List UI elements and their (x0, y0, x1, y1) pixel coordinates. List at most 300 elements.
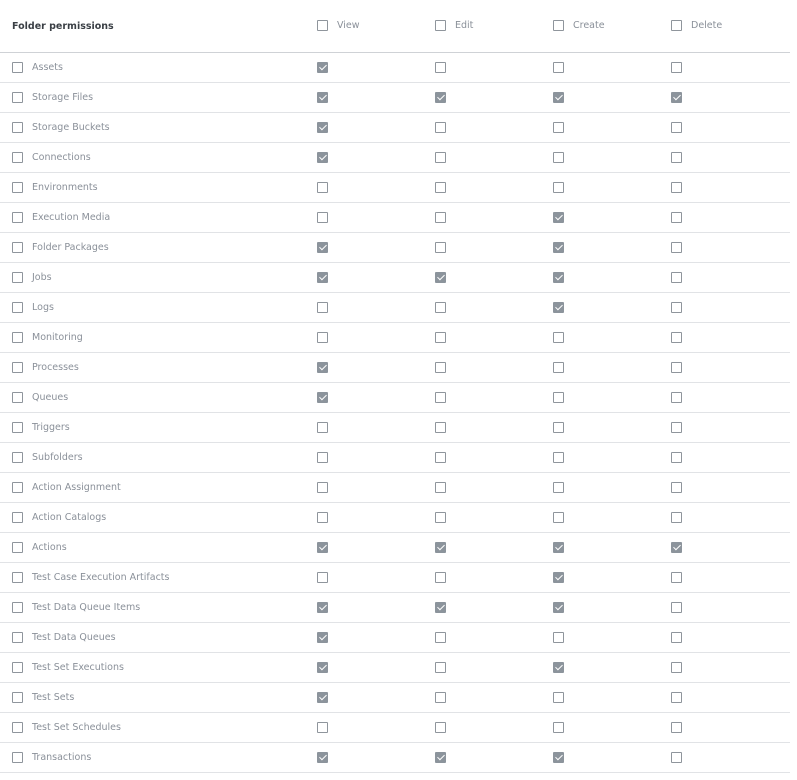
delete-permission-checkbox[interactable] (671, 572, 682, 583)
row-select-checkbox[interactable] (12, 692, 23, 703)
row-select-checkbox[interactable] (12, 572, 23, 583)
table-row (0, 263, 790, 293)
row-select-checkbox[interactable] (12, 722, 23, 733)
row-select-checkbox[interactable] (12, 272, 23, 283)
table-row (0, 233, 790, 263)
delete-cell (671, 413, 682, 442)
edit-cell (435, 293, 446, 322)
view-permission-checkbox[interactable] (317, 542, 328, 553)
view-permission-checkbox[interactable] (317, 602, 328, 613)
view-permission-checkbox[interactable] (317, 122, 328, 133)
edit-permission-checkbox[interactable] (435, 602, 446, 613)
view-permission-checkbox[interactable] (317, 662, 328, 673)
create-cell (553, 113, 564, 142)
delete-cell (671, 323, 682, 352)
edit-permission-checkbox[interactable] (435, 62, 446, 73)
select-all-view-checkbox[interactable] (317, 20, 328, 31)
view-cell (317, 83, 328, 112)
row-name-cell[interactable] (12, 143, 91, 172)
view-permission-checkbox[interactable] (317, 272, 328, 283)
view-permission-checkbox[interactable] (317, 62, 328, 73)
delete-cell (671, 743, 682, 772)
table-row (0, 293, 790, 323)
row-name-cell[interactable] (12, 533, 67, 562)
delete-cell (671, 683, 682, 712)
delete-permission-checkbox[interactable] (671, 602, 682, 613)
create-cell (553, 623, 564, 652)
edit-cell (435, 743, 446, 772)
view-cell (317, 293, 328, 322)
header-delete[interactable] (671, 0, 722, 52)
view-cell (317, 593, 328, 622)
table-row (0, 533, 790, 563)
row-name-cell[interactable] (12, 683, 74, 712)
edit-permission-checkbox[interactable] (435, 332, 446, 343)
create-cell (553, 323, 564, 352)
row-name-cell[interactable] (12, 473, 121, 502)
delete-permission-checkbox[interactable] (671, 452, 682, 463)
delete-permission-checkbox[interactable] (671, 722, 682, 733)
create-permission-checkbox[interactable] (553, 62, 564, 73)
delete-permission-checkbox[interactable] (671, 92, 682, 103)
table-row (0, 203, 790, 233)
row-name-cell[interactable] (12, 203, 110, 232)
create-permission-checkbox[interactable] (553, 362, 564, 373)
table-row (0, 473, 790, 503)
view-permission-checkbox[interactable] (317, 482, 328, 493)
create-cell (553, 263, 564, 292)
delete-permission-checkbox[interactable] (671, 482, 682, 493)
edit-permission-checkbox[interactable] (435, 152, 446, 163)
permission-name: Test Data Queues (32, 632, 116, 643)
delete-cell (671, 443, 682, 472)
table-row (0, 113, 790, 143)
edit-permission-checkbox[interactable] (435, 662, 446, 673)
permission-name: Storage Files (32, 92, 94, 103)
create-cell (553, 443, 564, 472)
edit-permission-checkbox[interactable] (435, 212, 446, 223)
edit-permission-checkbox[interactable] (435, 692, 446, 703)
table-row (0, 323, 790, 353)
row-name-cell[interactable] (12, 233, 109, 262)
row-select-checkbox[interactable] (12, 212, 23, 223)
delete-permission-checkbox[interactable] (671, 302, 682, 313)
permission-name: Triggers (32, 422, 70, 433)
create-permission-checkbox[interactable] (553, 182, 564, 193)
delete-cell (671, 473, 682, 502)
create-permission-checkbox[interactable] (553, 452, 564, 463)
edit-permission-checkbox[interactable] (435, 122, 446, 133)
delete-permission-checkbox[interactable] (671, 692, 682, 703)
view-permission-checkbox[interactable] (317, 722, 328, 733)
delete-cell (671, 143, 682, 172)
select-all-edit-checkbox[interactable] (435, 20, 446, 31)
table-row (0, 593, 790, 623)
view-cell (317, 203, 328, 232)
row-name-cell[interactable] (12, 53, 63, 82)
view-permission-checkbox[interactable] (317, 692, 328, 703)
table-title: Folder permissions (12, 20, 114, 32)
edit-permission-checkbox[interactable] (435, 482, 446, 493)
column-header-delete: Delete (691, 20, 723, 31)
edit-permission-checkbox[interactable] (435, 362, 446, 373)
create-permission-checkbox[interactable] (553, 212, 564, 223)
delete-cell (671, 233, 682, 262)
permission-name: Action Assignment (32, 482, 121, 493)
create-permission-checkbox[interactable] (553, 242, 564, 253)
delete-permission-checkbox[interactable] (671, 752, 682, 763)
permission-name: Monitoring (32, 332, 83, 343)
delete-cell (671, 503, 682, 532)
row-name-cell[interactable] (12, 293, 54, 322)
row-select-checkbox[interactable] (12, 632, 23, 643)
row-select-checkbox[interactable] (12, 182, 23, 193)
view-cell (317, 533, 328, 562)
delete-permission-checkbox[interactable] (671, 272, 682, 283)
delete-cell (671, 533, 682, 562)
view-cell (317, 353, 328, 382)
delete-cell (671, 83, 682, 112)
edit-cell (435, 233, 446, 262)
edit-cell (435, 383, 446, 412)
create-cell (553, 53, 564, 82)
view-permission-checkbox[interactable] (317, 362, 328, 373)
view-cell (317, 443, 328, 472)
row-select-checkbox[interactable] (12, 122, 23, 133)
table-header (0, 0, 790, 53)
delete-permission-checkbox[interactable] (671, 512, 682, 523)
table-row (0, 623, 790, 653)
edit-permission-checkbox[interactable] (435, 182, 446, 193)
permission-name: Processes (32, 362, 79, 373)
create-cell (553, 683, 564, 712)
create-permission-checkbox[interactable] (553, 722, 564, 733)
create-permission-checkbox[interactable] (553, 482, 564, 493)
edit-permission-checkbox[interactable] (435, 272, 446, 283)
create-cell (553, 503, 564, 532)
create-cell (553, 383, 564, 412)
delete-permission-checkbox[interactable] (671, 662, 682, 673)
row-select-checkbox[interactable] (12, 512, 23, 523)
create-permission-checkbox[interactable] (553, 512, 564, 523)
create-permission-checkbox[interactable] (553, 122, 564, 133)
view-cell (317, 503, 328, 532)
edit-cell (435, 203, 446, 232)
permission-name: Folder Packages (32, 242, 109, 253)
delete-permission-checkbox[interactable] (671, 242, 682, 253)
header-view[interactable] (317, 0, 360, 52)
edit-cell (435, 83, 446, 112)
row-select-checkbox[interactable] (12, 752, 23, 763)
table-row (0, 383, 790, 413)
permission-name: Test Data Queue Items (32, 602, 141, 613)
permission-name: Test Set Executions (32, 662, 124, 673)
delete-cell (671, 113, 682, 142)
permission-name: Execution Media (32, 212, 111, 223)
edit-permission-checkbox[interactable] (435, 722, 446, 733)
edit-permission-checkbox[interactable] (435, 542, 446, 553)
edit-cell (435, 533, 446, 562)
create-permission-checkbox[interactable] (553, 662, 564, 673)
permission-name: Actions (32, 542, 67, 553)
view-cell (317, 323, 328, 352)
edit-cell (435, 653, 446, 682)
create-cell (553, 563, 564, 592)
row-name-cell[interactable] (12, 503, 106, 532)
create-cell (553, 653, 564, 682)
delete-permission-checkbox[interactable] (671, 182, 682, 193)
column-header-edit: Edit (455, 20, 474, 31)
row-name-cell[interactable] (12, 713, 121, 742)
permission-name: Test Sets (32, 692, 75, 703)
view-cell (317, 713, 328, 742)
row-name-cell[interactable] (12, 443, 83, 472)
create-cell (553, 593, 564, 622)
view-permission-checkbox[interactable] (317, 242, 328, 253)
table-row (0, 53, 790, 83)
view-cell (317, 563, 328, 592)
delete-cell (671, 383, 682, 412)
delete-cell (671, 353, 682, 382)
delete-permission-checkbox[interactable] (671, 62, 682, 73)
row-name-cell[interactable] (12, 323, 83, 352)
edit-permission-checkbox[interactable] (435, 242, 446, 253)
create-cell (553, 743, 564, 772)
row-select-checkbox[interactable] (12, 152, 23, 163)
create-cell (553, 413, 564, 442)
view-permission-checkbox[interactable] (317, 302, 328, 313)
row-name-cell[interactable] (12, 593, 140, 622)
delete-cell (671, 263, 682, 292)
create-permission-checkbox[interactable] (553, 392, 564, 403)
edit-cell (435, 323, 446, 352)
row-select-checkbox[interactable] (12, 602, 23, 613)
table-row (0, 503, 790, 533)
view-permission-checkbox[interactable] (317, 572, 328, 583)
delete-cell (671, 563, 682, 592)
edit-cell (435, 143, 446, 172)
row-select-checkbox[interactable] (12, 332, 23, 343)
view-cell (317, 623, 328, 652)
create-cell (553, 83, 564, 112)
edit-cell (435, 263, 446, 292)
view-cell (317, 113, 328, 142)
table-row (0, 173, 790, 203)
edit-cell (435, 113, 446, 142)
select-all-create-checkbox[interactable] (553, 20, 564, 31)
edit-cell (435, 473, 446, 502)
delete-permission-checkbox[interactable] (671, 362, 682, 373)
edit-permission-checkbox[interactable] (435, 512, 446, 523)
delete-permission-checkbox[interactable] (671, 392, 682, 403)
create-permission-checkbox[interactable] (553, 272, 564, 283)
edit-permission-checkbox[interactable] (435, 422, 446, 433)
permission-name: Storage Buckets (32, 122, 110, 133)
column-header-view: View (337, 20, 360, 31)
permission-name: Action Catalogs (32, 512, 107, 523)
row-select-checkbox[interactable] (12, 302, 23, 313)
view-permission-checkbox[interactable] (317, 632, 328, 643)
delete-permission-checkbox[interactable] (671, 632, 682, 643)
create-permission-checkbox[interactable] (553, 602, 564, 613)
edit-permission-checkbox[interactable] (435, 752, 446, 763)
table-row (0, 683, 790, 713)
row-name-cell[interactable] (12, 353, 79, 382)
table-row (0, 713, 790, 743)
create-cell (553, 293, 564, 322)
row-select-checkbox[interactable] (12, 452, 23, 463)
permission-name: Subfolders (32, 452, 83, 463)
table-row (0, 563, 790, 593)
view-permission-checkbox[interactable] (317, 422, 328, 433)
delete-permission-checkbox[interactable] (671, 122, 682, 133)
edit-cell (435, 683, 446, 712)
delete-cell (671, 653, 682, 682)
permission-name: Test Set Schedules (32, 722, 121, 733)
view-permission-checkbox[interactable] (317, 92, 328, 103)
edit-cell (435, 623, 446, 652)
edit-cell (435, 413, 446, 442)
edit-permission-checkbox[interactable] (435, 632, 446, 643)
row-name-cell[interactable] (12, 83, 93, 112)
create-permission-checkbox[interactable] (553, 692, 564, 703)
header-create[interactable] (553, 0, 605, 52)
create-permission-checkbox[interactable] (553, 632, 564, 643)
delete-cell (671, 713, 682, 742)
view-cell (317, 263, 328, 292)
view-cell (317, 53, 328, 82)
create-permission-checkbox[interactable] (553, 332, 564, 343)
edit-cell (435, 53, 446, 82)
row-select-checkbox[interactable] (12, 392, 23, 403)
row-select-checkbox[interactable] (12, 362, 23, 373)
edit-cell (435, 173, 446, 202)
view-permission-checkbox[interactable] (317, 752, 328, 763)
row-name-cell[interactable] (12, 263, 52, 292)
create-cell (553, 473, 564, 502)
delete-cell (671, 293, 682, 322)
create-permission-checkbox[interactable] (553, 752, 564, 763)
create-permission-checkbox[interactable] (553, 92, 564, 103)
delete-cell (671, 623, 682, 652)
row-select-checkbox[interactable] (12, 422, 23, 433)
permission-name: Logs (32, 302, 54, 313)
table-row (0, 83, 790, 113)
create-cell (553, 713, 564, 742)
table-body (0, 53, 790, 773)
permission-name: Test Case Execution Artifacts (32, 572, 170, 583)
view-cell (317, 143, 328, 172)
view-permission-checkbox[interactable] (317, 392, 328, 403)
permission-name: Queues (32, 392, 69, 403)
delete-cell (671, 203, 682, 232)
row-name-cell[interactable] (12, 413, 70, 442)
create-permission-checkbox[interactable] (553, 152, 564, 163)
edit-cell (435, 353, 446, 382)
edit-cell (435, 713, 446, 742)
row-select-checkbox[interactable] (12, 542, 23, 553)
view-cell (317, 473, 328, 502)
view-permission-checkbox[interactable] (317, 182, 328, 193)
row-name-cell[interactable] (12, 113, 110, 142)
create-permission-checkbox[interactable] (553, 542, 564, 553)
edit-cell (435, 443, 446, 472)
delete-cell (671, 173, 682, 202)
header-title-cell (12, 0, 114, 52)
create-cell (553, 203, 564, 232)
row-select-checkbox[interactable] (12, 242, 23, 253)
table-row (0, 443, 790, 473)
row-select-checkbox[interactable] (12, 92, 23, 103)
create-cell (553, 233, 564, 262)
view-permission-checkbox[interactable] (317, 212, 328, 223)
view-cell (317, 683, 328, 712)
table-row (0, 413, 790, 443)
table-row (0, 143, 790, 173)
column-header-create: Create (573, 20, 605, 31)
row-name-cell[interactable] (12, 173, 98, 202)
row-select-checkbox[interactable] (12, 62, 23, 73)
create-permission-checkbox[interactable] (553, 302, 564, 313)
create-cell (553, 353, 564, 382)
row-name-cell[interactable] (12, 563, 169, 592)
delete-permission-checkbox[interactable] (671, 212, 682, 223)
view-permission-checkbox[interactable] (317, 512, 328, 523)
table-row (0, 743, 790, 773)
delete-cell (671, 593, 682, 622)
edit-permission-checkbox[interactable] (435, 392, 446, 403)
view-permission-checkbox[interactable] (317, 452, 328, 463)
row-select-checkbox[interactable] (12, 482, 23, 493)
view-cell (317, 413, 328, 442)
row-name-cell[interactable] (12, 623, 116, 652)
view-cell (317, 383, 328, 412)
permission-name: Transactions (32, 752, 92, 763)
permission-name: Environments (32, 182, 98, 193)
view-permission-checkbox[interactable] (317, 152, 328, 163)
delete-permission-checkbox[interactable] (671, 422, 682, 433)
view-cell (317, 173, 328, 202)
delete-permission-checkbox[interactable] (671, 332, 682, 343)
create-cell (553, 143, 564, 172)
edit-permission-checkbox[interactable] (435, 452, 446, 463)
create-cell (553, 173, 564, 202)
view-permission-checkbox[interactable] (317, 332, 328, 343)
view-cell (317, 233, 328, 262)
edit-permission-checkbox[interactable] (435, 92, 446, 103)
edit-cell (435, 563, 446, 592)
edit-permission-checkbox[interactable] (435, 302, 446, 313)
edit-permission-checkbox[interactable] (435, 572, 446, 583)
edit-cell (435, 593, 446, 622)
create-permission-checkbox[interactable] (553, 422, 564, 433)
permission-name: Connections (32, 152, 91, 163)
view-cell (317, 743, 328, 772)
row-select-checkbox[interactable] (12, 662, 23, 673)
select-all-delete-checkbox[interactable] (671, 20, 682, 31)
delete-permission-checkbox[interactable] (671, 542, 682, 553)
table-row (0, 653, 790, 683)
header-edit[interactable] (435, 0, 473, 52)
edit-cell (435, 503, 446, 532)
table-row (0, 353, 790, 383)
row-name-cell[interactable] (12, 743, 91, 772)
row-name-cell[interactable] (12, 383, 68, 412)
delete-permission-checkbox[interactable] (671, 152, 682, 163)
row-name-cell[interactable] (12, 653, 124, 682)
permission-name: Assets (32, 62, 63, 73)
create-permission-checkbox[interactable] (553, 572, 564, 583)
